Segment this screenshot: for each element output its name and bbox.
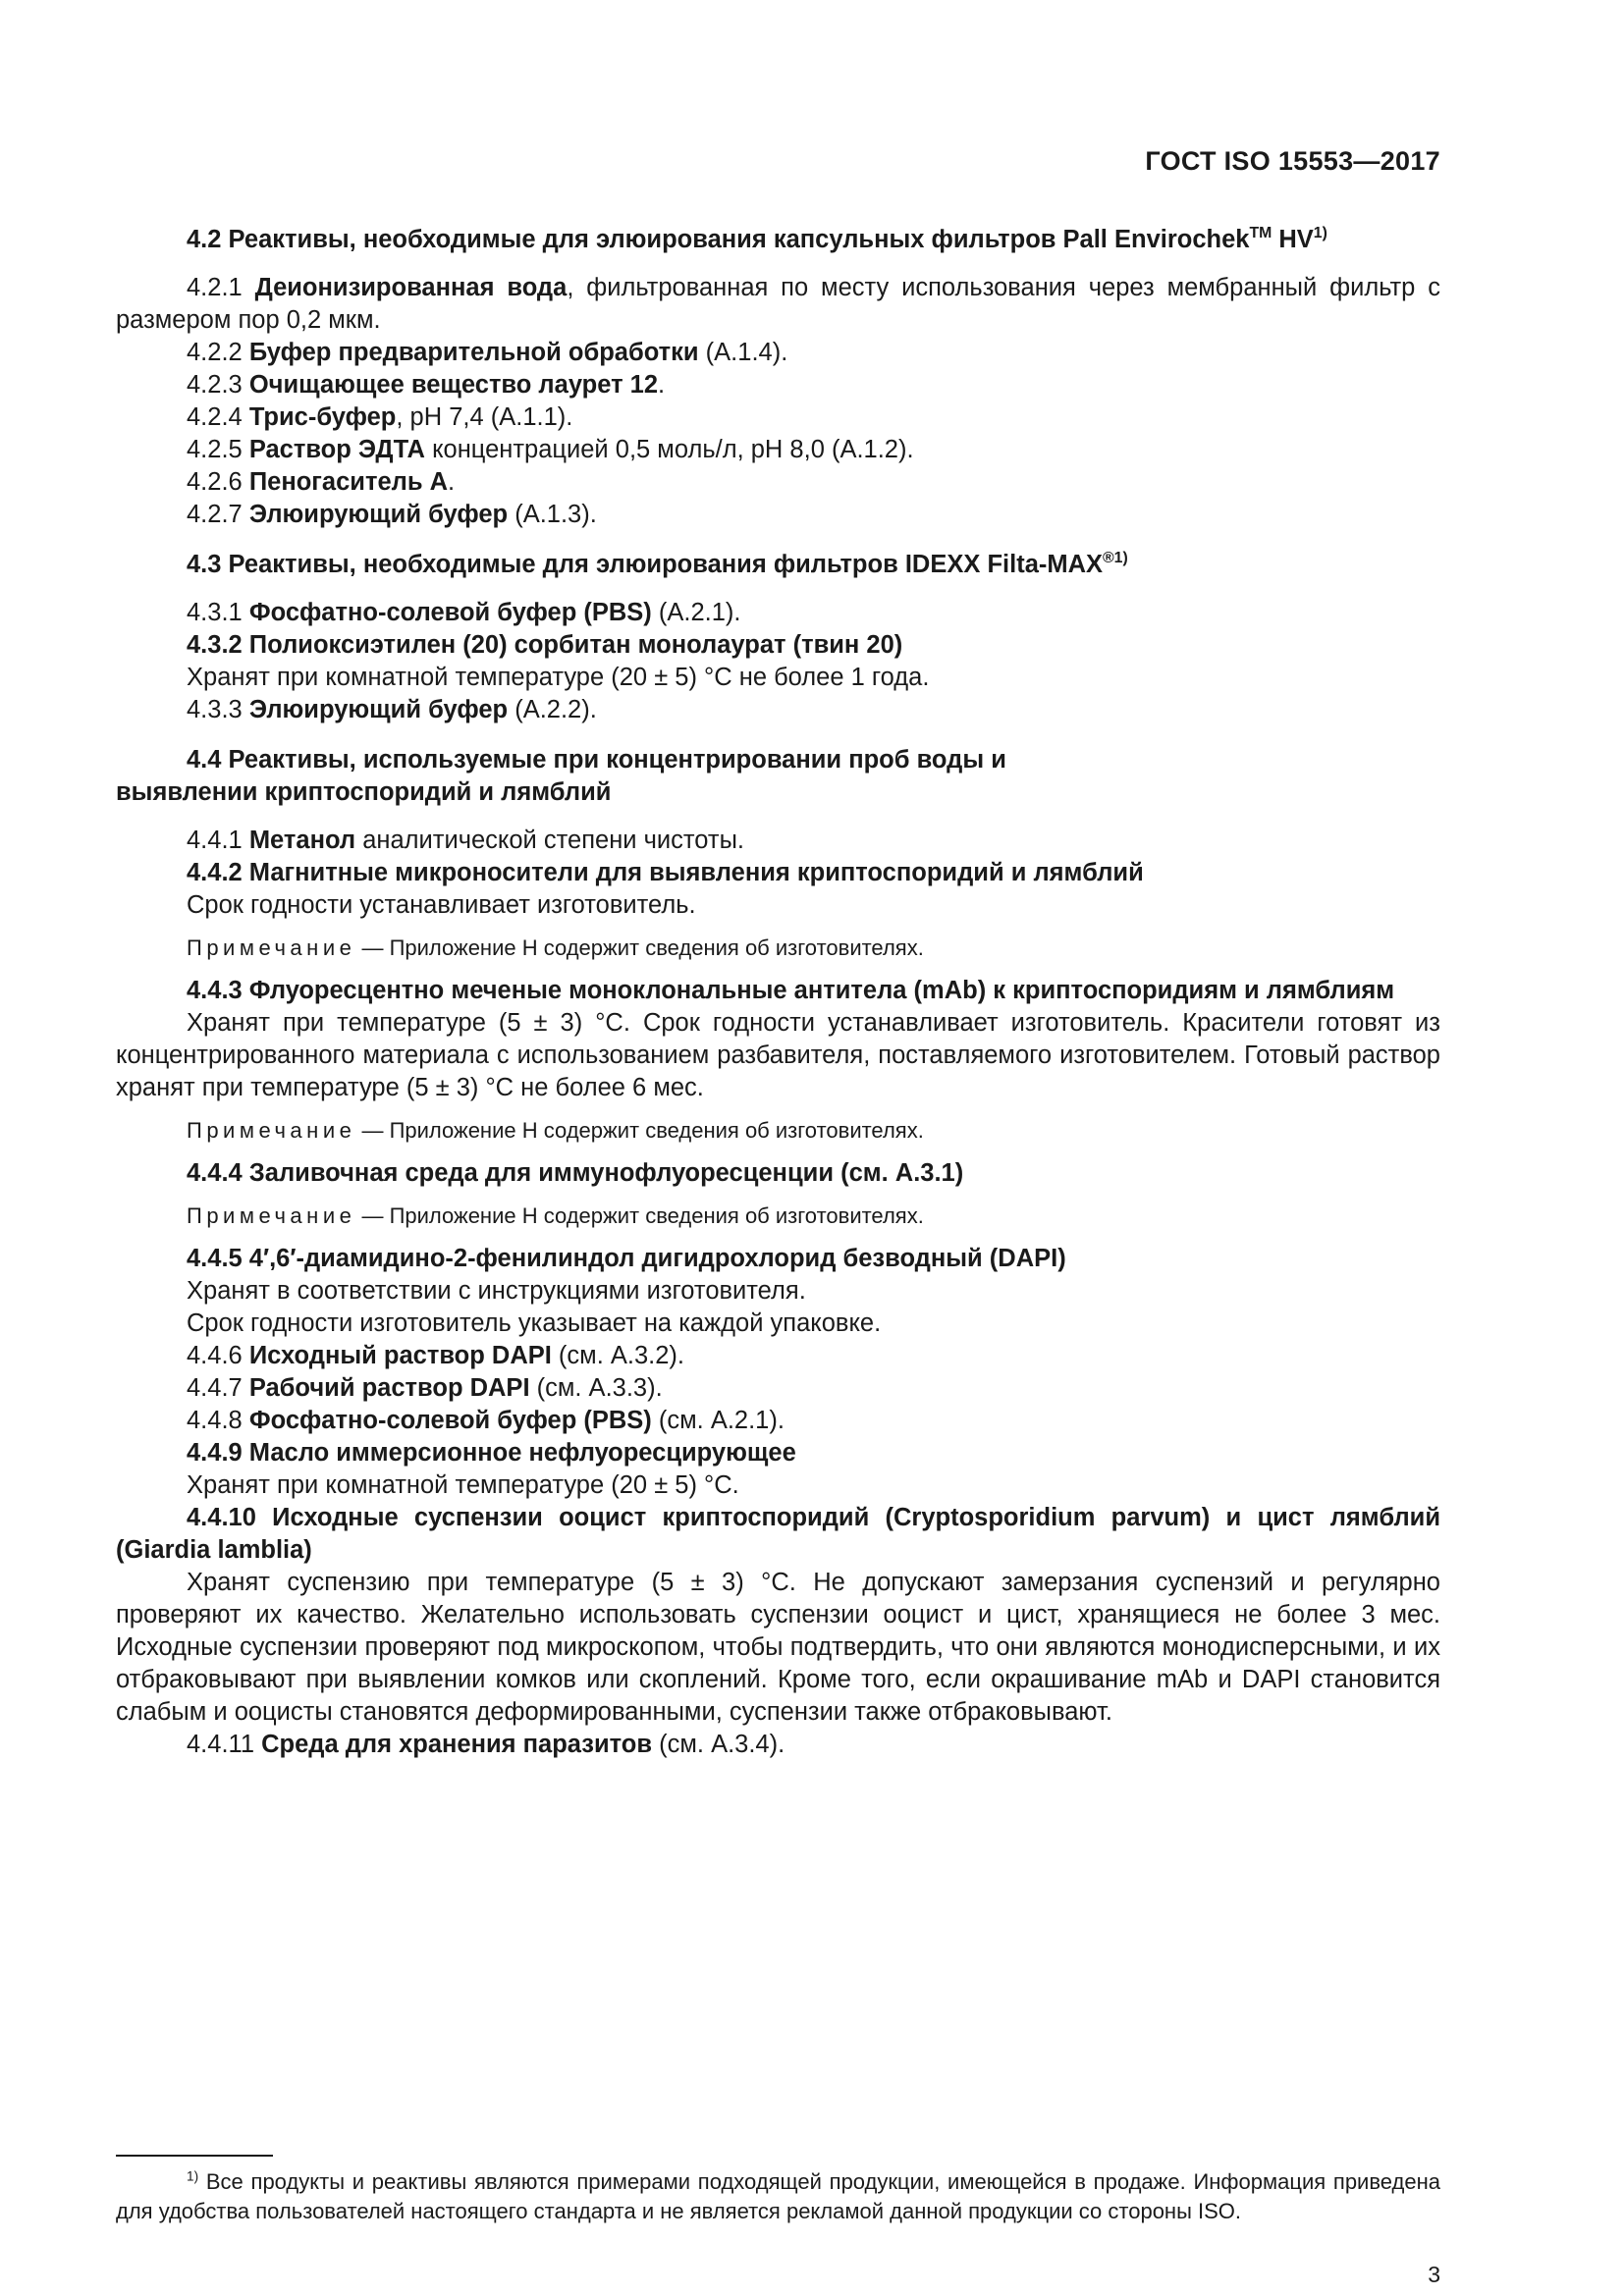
page-number: 3 bbox=[1428, 2262, 1440, 2287]
footnote-marker: 1) bbox=[187, 2168, 199, 2184]
item-4-4-2-text: Срок годности устанавливает изготовитель. bbox=[187, 891, 696, 919]
item-term: Исходный раствор DAPI bbox=[248, 1342, 552, 1369]
footnote-text: Все продукты и реактивы являются примерами подходящей продукции, имеющейся в продаже. Информация приведена для удобства пользователей настоящего стандарта и не является рекламой данной продукции со стороны ISO. bbox=[116, 2169, 1440, 2223]
item-text: (А.2.1). bbox=[651, 599, 741, 626]
item-term: Очищающее вещество лаурет 12 bbox=[248, 371, 659, 399]
document-header: ГОСТ ISO 15553—2017 bbox=[1145, 146, 1440, 176]
item-term: Деионизированная вода bbox=[254, 274, 568, 301]
item-term: Пеногаситель А bbox=[248, 468, 449, 496]
item-4-2-7 bbox=[116, 499, 1440, 531]
item-text: (см. А.3.4). bbox=[652, 1731, 785, 1758]
item-4-4-9-text: Хранят при комнатной температуре (20 ± 5) °С. bbox=[187, 1471, 739, 1499]
document-body bbox=[116, 224, 1440, 1761]
note-text: — Приложение Н содержит сведения об изготовителях. bbox=[355, 1203, 924, 1228]
item-4-2-1 bbox=[116, 272, 1440, 337]
item-heading: 4.4.2 Магнитные микроносители для выявления криптоспоридий и лямблий bbox=[187, 859, 1144, 886]
item-4-4-5-text-1: Хранят в соответствии с инструкциями изготовителя. bbox=[187, 1277, 806, 1305]
item-number: 4.2.1 bbox=[187, 274, 255, 301]
item-text: , фильтрованная по месту использования через мембранный фильтр с размером пор 0,2 мкм. bbox=[116, 274, 1440, 334]
item-heading: 4.4.10 Исходные суспензии ооцист криптоспоридий (Cryptosporidium parvum) и цист лямблий (Giardia lamblia) bbox=[116, 1504, 1440, 1564]
footnote-ref: 1) bbox=[1313, 225, 1327, 242]
item-4-2-5 bbox=[116, 434, 1440, 466]
note-3 bbox=[116, 1201, 1440, 1231]
item-4-2-3 bbox=[116, 369, 1440, 401]
item-4-3-2-text: Хранят при комнатной температуре (20 ± 5) °С не более 1 года. bbox=[187, 664, 930, 691]
item-text: (А.1.3). bbox=[508, 501, 597, 528]
item-heading: 4.4.9 Масло иммерсионное нефлуоресцирующее bbox=[187, 1439, 796, 1467]
item-number: 4.4.8 bbox=[187, 1407, 249, 1434]
item-text: . bbox=[448, 468, 456, 496]
item-4-4-6 bbox=[116, 1340, 1440, 1372]
item-text: (см. А.3.3). bbox=[529, 1374, 663, 1402]
item-4-4-4 bbox=[116, 1157, 1440, 1190]
item-term: Среда для хранения паразитов bbox=[261, 1731, 653, 1758]
item-term: Буфер предварительной обработки bbox=[248, 339, 699, 366]
item-4-4-7 bbox=[116, 1372, 1440, 1405]
item-number: 4.3.3 bbox=[187, 696, 249, 723]
item-4-4-5 bbox=[116, 1243, 1440, 1275]
item-heading: 4.3.2 Полиоксиэтилен (20) сорбитан монолаурат (твин 20) bbox=[187, 631, 903, 659]
item-heading: 4.4.3 Флуоресцентно меченые моноклональные антитела (mAb) к криптоспоридиям и лямблиям bbox=[187, 977, 1395, 1004]
registered-footnote-sup: ®1) bbox=[1103, 550, 1128, 567]
item-text: (А.1.4). bbox=[698, 339, 788, 366]
item-number: 4.4.11 bbox=[187, 1731, 262, 1758]
item-number: 4.2.5 bbox=[187, 436, 249, 463]
item-4-4-2 bbox=[116, 857, 1440, 889]
heading-suffix: HV bbox=[1272, 226, 1314, 253]
item-text: (А.2.2). bbox=[508, 696, 597, 723]
item-number: 4.3.1 bbox=[187, 599, 249, 626]
item-4-4-5-text-2: Срок годности изготовитель указывает на каждой упаковке. bbox=[187, 1309, 882, 1337]
item-number: 4.2.7 bbox=[187, 501, 249, 528]
item-term: Рабочий раствор DAPI bbox=[248, 1374, 530, 1402]
item-4-3-1 bbox=[116, 597, 1440, 629]
heading-text: 4.2 Реактивы, необходимые для элюирования капсульных фильтров Pall Envirochek bbox=[187, 226, 1250, 253]
item-number: 4.4.6 bbox=[187, 1342, 249, 1369]
item-number: 4.2.3 bbox=[187, 371, 249, 399]
note-1 bbox=[116, 934, 1440, 963]
item-4-4-8 bbox=[116, 1405, 1440, 1437]
item-4-4-3-text: Хранят при температуре (5 ± 3) °С. Срок годности устанавливает изготовитель. Красители готовят из концентрированного материала с использованием разбавителя, поставляемого изготовителем. Готовый раствор хранят при температуре (5 ± 3) °С не более 6 мес. bbox=[116, 1009, 1440, 1101]
heading-text: 4.3 Реактивы, необходимые для элюирования фильтров IDEXX Filta-MAX bbox=[187, 551, 1104, 578]
item-text: аналитической степени чистоты. bbox=[355, 827, 744, 854]
item-term: Метанол bbox=[248, 827, 356, 854]
item-4-4-11 bbox=[116, 1729, 1440, 1761]
note-label: Примечание bbox=[187, 935, 356, 960]
item-term: Трис-буфер bbox=[248, 403, 397, 431]
item-term: Элюирующий буфер bbox=[248, 696, 509, 723]
note-label: Примечание bbox=[187, 1203, 356, 1228]
item-number: 4.2.4 bbox=[187, 403, 249, 431]
item-number: 4.2.2 bbox=[187, 339, 249, 366]
note-text: — Приложение Н содержит сведения об изготовителях. bbox=[355, 1118, 924, 1143]
item-4-2-2 bbox=[116, 337, 1440, 369]
item-text: (см. А.3.2). bbox=[551, 1342, 684, 1369]
item-term: Элюирующий буфер bbox=[248, 501, 509, 528]
item-4-4-9 bbox=[116, 1437, 1440, 1469]
item-heading: 4.4.4 Заливочная среда для иммунофлуоресценции (см. А.3.1) bbox=[187, 1159, 964, 1187]
section-heading-4-4: 4.4 Реактивы, используемые при концентрировании проб воды и выявлении криптоспоридий и лямблий bbox=[116, 746, 1006, 806]
item-term: Раствор ЭДТА bbox=[248, 436, 425, 463]
note-text: — Приложение Н содержит сведения об изготовителях. bbox=[355, 935, 924, 960]
item-heading: 4.4.5 4′,6′-диамидино-2-фенилиндол дигидрохлорид безводный (DAPI) bbox=[187, 1245, 1066, 1272]
item-4-2-4 bbox=[116, 401, 1440, 434]
item-number: 4.2.6 bbox=[187, 468, 249, 496]
item-4-2-6 bbox=[116, 466, 1440, 499]
item-4-4-10-text: Хранят суспензию при температуре (5 ± 3) °С. Не допускают замерзания суспензий и регулярно проверяют их качество. Желательно использовать суспензии ооцист и цист, хранящиеся не более 3 мес. Исходные суспензии проверяют под микроскопом, чтобы подтвердить, что они являются монодисперсными, и их отбраковывают при выявлении комков или скоплений. Кроме того, если окрашивание mAb и DAPI становится слабым и ооцисты становятся деформированными, суспензии также отбраковывают. bbox=[116, 1569, 1440, 1726]
item-4-3-3 bbox=[116, 694, 1440, 726]
item-text: (см. А.2.1). bbox=[651, 1407, 785, 1434]
section-heading-4-2 bbox=[116, 224, 1440, 256]
item-4-4-3 bbox=[116, 975, 1440, 1007]
item-number: 4.4.1 bbox=[187, 827, 249, 854]
trademark-sup: TM bbox=[1249, 225, 1272, 242]
item-text: . bbox=[658, 371, 666, 399]
item-text: концентрацией 0,5 моль/л, pH 8,0 (А.1.2). bbox=[424, 436, 914, 463]
item-term: Фосфатно-солевой буфер (PBS) bbox=[248, 599, 652, 626]
note-label: Примечание bbox=[187, 1118, 356, 1143]
footnote bbox=[116, 2167, 1440, 2226]
item-4-3-2 bbox=[116, 629, 1440, 662]
section-heading-4-3 bbox=[116, 549, 1440, 581]
item-text: , pH 7,4 (А.1.1). bbox=[396, 403, 573, 431]
footnote-divider bbox=[116, 2155, 273, 2157]
item-term: Фосфатно-солевой буфер (PBS) bbox=[248, 1407, 652, 1434]
item-4-4-10 bbox=[116, 1502, 1440, 1567]
note-2 bbox=[116, 1116, 1440, 1146]
item-4-4-1 bbox=[116, 825, 1440, 857]
item-number: 4.4.7 bbox=[187, 1374, 249, 1402]
